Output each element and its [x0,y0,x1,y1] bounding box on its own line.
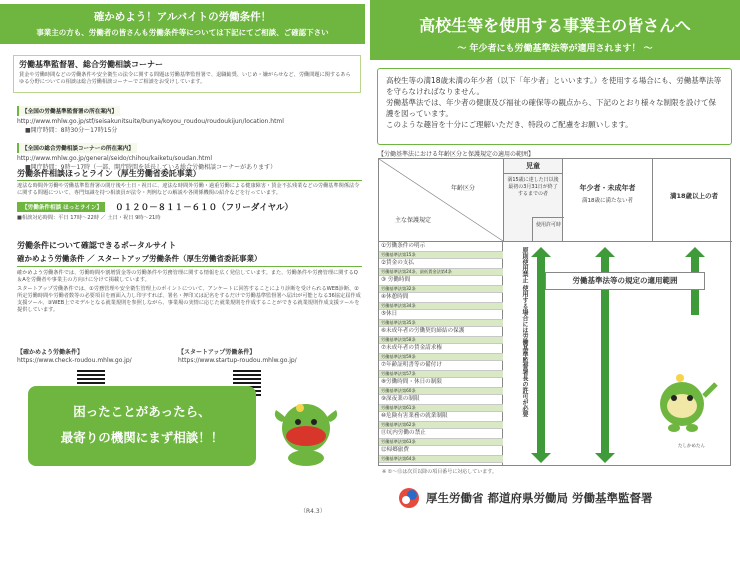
kantoku-hours: ■開庁時間：8時30分～17時15分 [25,127,118,134]
table-caption: 【労働基準法における年齢区分と保護規定の適用の範囲】 [378,151,535,158]
consult-bubble [28,386,256,466]
arrow-up-1 [537,255,545,369]
col-child-title: 児童 [504,159,562,174]
intro-paragraph-1: 高校生等の満18歳未満の年少者（以下「年少者」といいます。）を使用する場合にも、労働基準法等を守らなければなりません。 [386,76,722,96]
table-row-law: 労働基準法第15条 [379,252,503,259]
section-portal-title: 労働条件について確認できるポータルサイト [17,241,177,250]
intro-box [377,68,732,145]
col-adult-title: 満18歳以上の者 [669,192,719,200]
table-row-label: ②賃金の支払 [379,259,503,269]
section-kantoku [13,55,361,93]
table-row-label: ⑤休日 [379,310,503,320]
table-row-law: 労働基準法第24条、最低賃金法第4条 [379,269,503,276]
intro-paragraph-3: このような趣旨を十分にご理解いただき、特段のご配慮をお願いします。 [386,120,633,129]
table-row-law: 労働基準法第63条 [379,439,503,446]
bubble-line2: 最寄りの機関にまず相談！！ [60,430,224,445]
col-child-use: 使用許可時 [532,217,564,241]
link-startup-label: 【スタートアップ労働条件】 [178,349,256,356]
rows-container [379,242,503,466]
col-minor-title: 年少者・未成年者 [579,184,636,192]
table-footnote: ※ ①～⑫は次頁以降の項目番号に対応しています。 [382,469,497,475]
table-row-law: 労働基準法第62条 [379,422,503,429]
table-row-law: 労働基準法第61条 [379,405,503,412]
kantoku-links [17,98,362,172]
col-age-label: 年齢区分 [451,185,476,192]
table-row-law: 労働基準法第57条 [379,371,503,378]
right-header [370,0,740,60]
hotline-number[interactable]: ０１２０－８１１－６１０（フリーダイヤル） [115,203,294,213]
arrow-down-2 [537,369,545,455]
table-row-label: ⑪坑内労働の禁止 [379,429,503,439]
table-row-law: 労働基準法第64条 [379,456,503,463]
bubble-line1: 困ったことがあったら、 [73,404,211,419]
table-row-label: ④休憩時間 [379,293,503,303]
kantoku-url[interactable]: http://www.mhlw.go.jp/stf/seisakunitsuite/bunya/koyou_roudou/roudoukijun/location.html [17,118,284,125]
col-minor-desc: 満18歳に満たない者 [582,198,633,204]
right-header-subtitle: ～ 年少者にも労働基準法等が適用されます！ ～ [457,44,653,54]
arrow-down-1 [601,315,609,455]
ministry-logo-icon [398,487,420,509]
sogo-label: 【全国の総合労働相談コーナーの所在案内】 [17,143,137,153]
right-header-title: 高校生等を使用する事業主の皆さんへ [419,16,691,35]
table-row-label: ⑩危険有害業務の就業制限 [379,412,503,422]
table-row-law: 労働基準法第59条 [379,354,503,361]
table-row-label: ①労働条件の明示 [379,242,503,252]
hotline-hours: ■相談対応時間：平日 17時～22時 ／ 土日・祝日 9時～21時 [17,215,161,221]
link-startup-url[interactable]: https://www.startup-roudou.mhlw.go.jp/ [178,357,297,364]
table-row-label: ⑧労働時間・休日の制限 [379,378,503,388]
col-minor [563,159,653,241]
table-row-label: ⑫帰郷旅費 [379,446,503,456]
link-check-url[interactable]: https://www.check-roudou.mhlw.go.jp/ [17,357,132,364]
intro-paragraph-2: 労働基準法では、年少者の健康及び福祉の確保等の観点から、下記のとおり様々な制限を設けて保護を図っています。 [386,98,716,118]
table-row-label: ⑥未成年者の労働契約締結の保護 [379,327,503,337]
section-portal [17,240,362,314]
doc-code: （R4.3） [300,508,326,515]
mascot-name: たしかめたん [678,444,705,449]
table-row-law: 労働基準法第60条 [379,388,503,395]
link-check-label: 【確かめよう労働条件】 [17,349,84,356]
section-kantoku-title: 労働基準監督署、総合労働相談コーナー [19,60,163,69]
table-row-label: ⑨深夜業の制限 [379,395,503,405]
section-portal-subtitle: 確かめよう労働条件 ／ スタートアップ労働条件（厚生労働省委託事業） [17,253,362,267]
left-header [0,4,365,44]
col-protect-label: 主な保護規定 [395,217,432,224]
sogo-url[interactable]: http://www.mhlw.go.jp/general/seido/chihou/kaiketu/soudan.html [17,155,212,162]
mascot-icon [272,388,342,468]
header-diagonal [379,159,503,241]
ministry-name: 厚生労働省 都道府県労働局 労働基準監督署 [426,491,653,505]
section-kantoku-text: 賃金や労働時間などの労働条件や安全衛生の法令に関する問題は労働基準監督署で、退職勧奨、いじめ・嫌がらせなど、労働問題に関するあらゆる分野についての相談は総合労働相談コーナーでご相談をお受けしています。 [19,72,351,85]
hotline-label: 【労働条件相談 ほっとライン】 [17,202,105,212]
sogo-hours: ■開庁時間：9時～17時（一部、開庁時間を延長している総合労働相談コーナーがあります） [25,164,277,171]
col-child [503,159,563,241]
section-portal-text1: 確かめよう労働条件では、労働時間や割増賃金等の労働条件や労務管理に関する情報を広く発信しています。また、労働条件や労務管理に関するQ＆Aを労働者や事業主の方向けに分けて掲載しています。 [17,270,358,283]
prohibition-note: 原則使用禁止 使用する場合には労働基準監督署長の許可が必要 [521,247,528,418]
left-header-title: 確かめよう！アルバイトの労働条件！ [93,11,272,23]
table-row-law: 労働基準法第35条 [379,320,503,327]
table-row-law: 労働基準法第32条 [379,286,503,293]
table-row-law: 労働基準法第34条 [379,303,503,310]
hotline-row [17,201,362,213]
left-header-subtitle: 事業主の方も、労働者の皆さんも労働条件等については下記にてご相談、ご確認下さい [36,28,329,37]
range-label: 労働基準法等の規定の適用範囲 [545,272,705,290]
section-hotline-text: 違法な時間外労働や労働基準監督署の閉庁後や土日・祝日に、違法な時間外労働・過重労働による健康障害・賃金不払残業などの労働基準関係法令に関する問題について、専門知識を持つ相談員が法令・判例などの解説や各関係機関の紹介などを行っています。 [17,183,360,196]
mascot-tashikametan-icon [650,366,720,444]
col-child-desc: 満15歳に達した日以後最初の3月31日が終了するまでの者 [507,177,559,197]
table-row-label: ⑦年齢証明書等の備付け [379,361,503,371]
table-row-law: 労働基準法第58条 [379,337,503,344]
table-row-label: ③ 労働時間 [379,276,503,286]
section-hotline-title: 労働条件相談ほっとライン（厚生労働省委託事業） [17,168,362,181]
section-portal-text2: スタートアップ労働条件では、①労務管理や安全衛生管理上のポイントについて、アンケートに回答することにより診断を受けられるWEB診断、②所定労働時間や労働者数等の必要項目を画面入力し印字すれば、署名・押印又は記名をするだけで労働基準監督署へ届出が可能となる36協定届作成支援ツール、③WEB上でモデルとなる就業規則を参照しながら、事業場の実情に応じた就業規則を作成することができる就業規則作成支援ツールを提供しています。 [17,286,361,313]
section-hotline [17,168,362,222]
kantoku-label: 【全国の労働基準監督署の所在案内】 [17,106,120,116]
table-row-label: ⑦未成年者の賃金請求権 [379,344,503,354]
